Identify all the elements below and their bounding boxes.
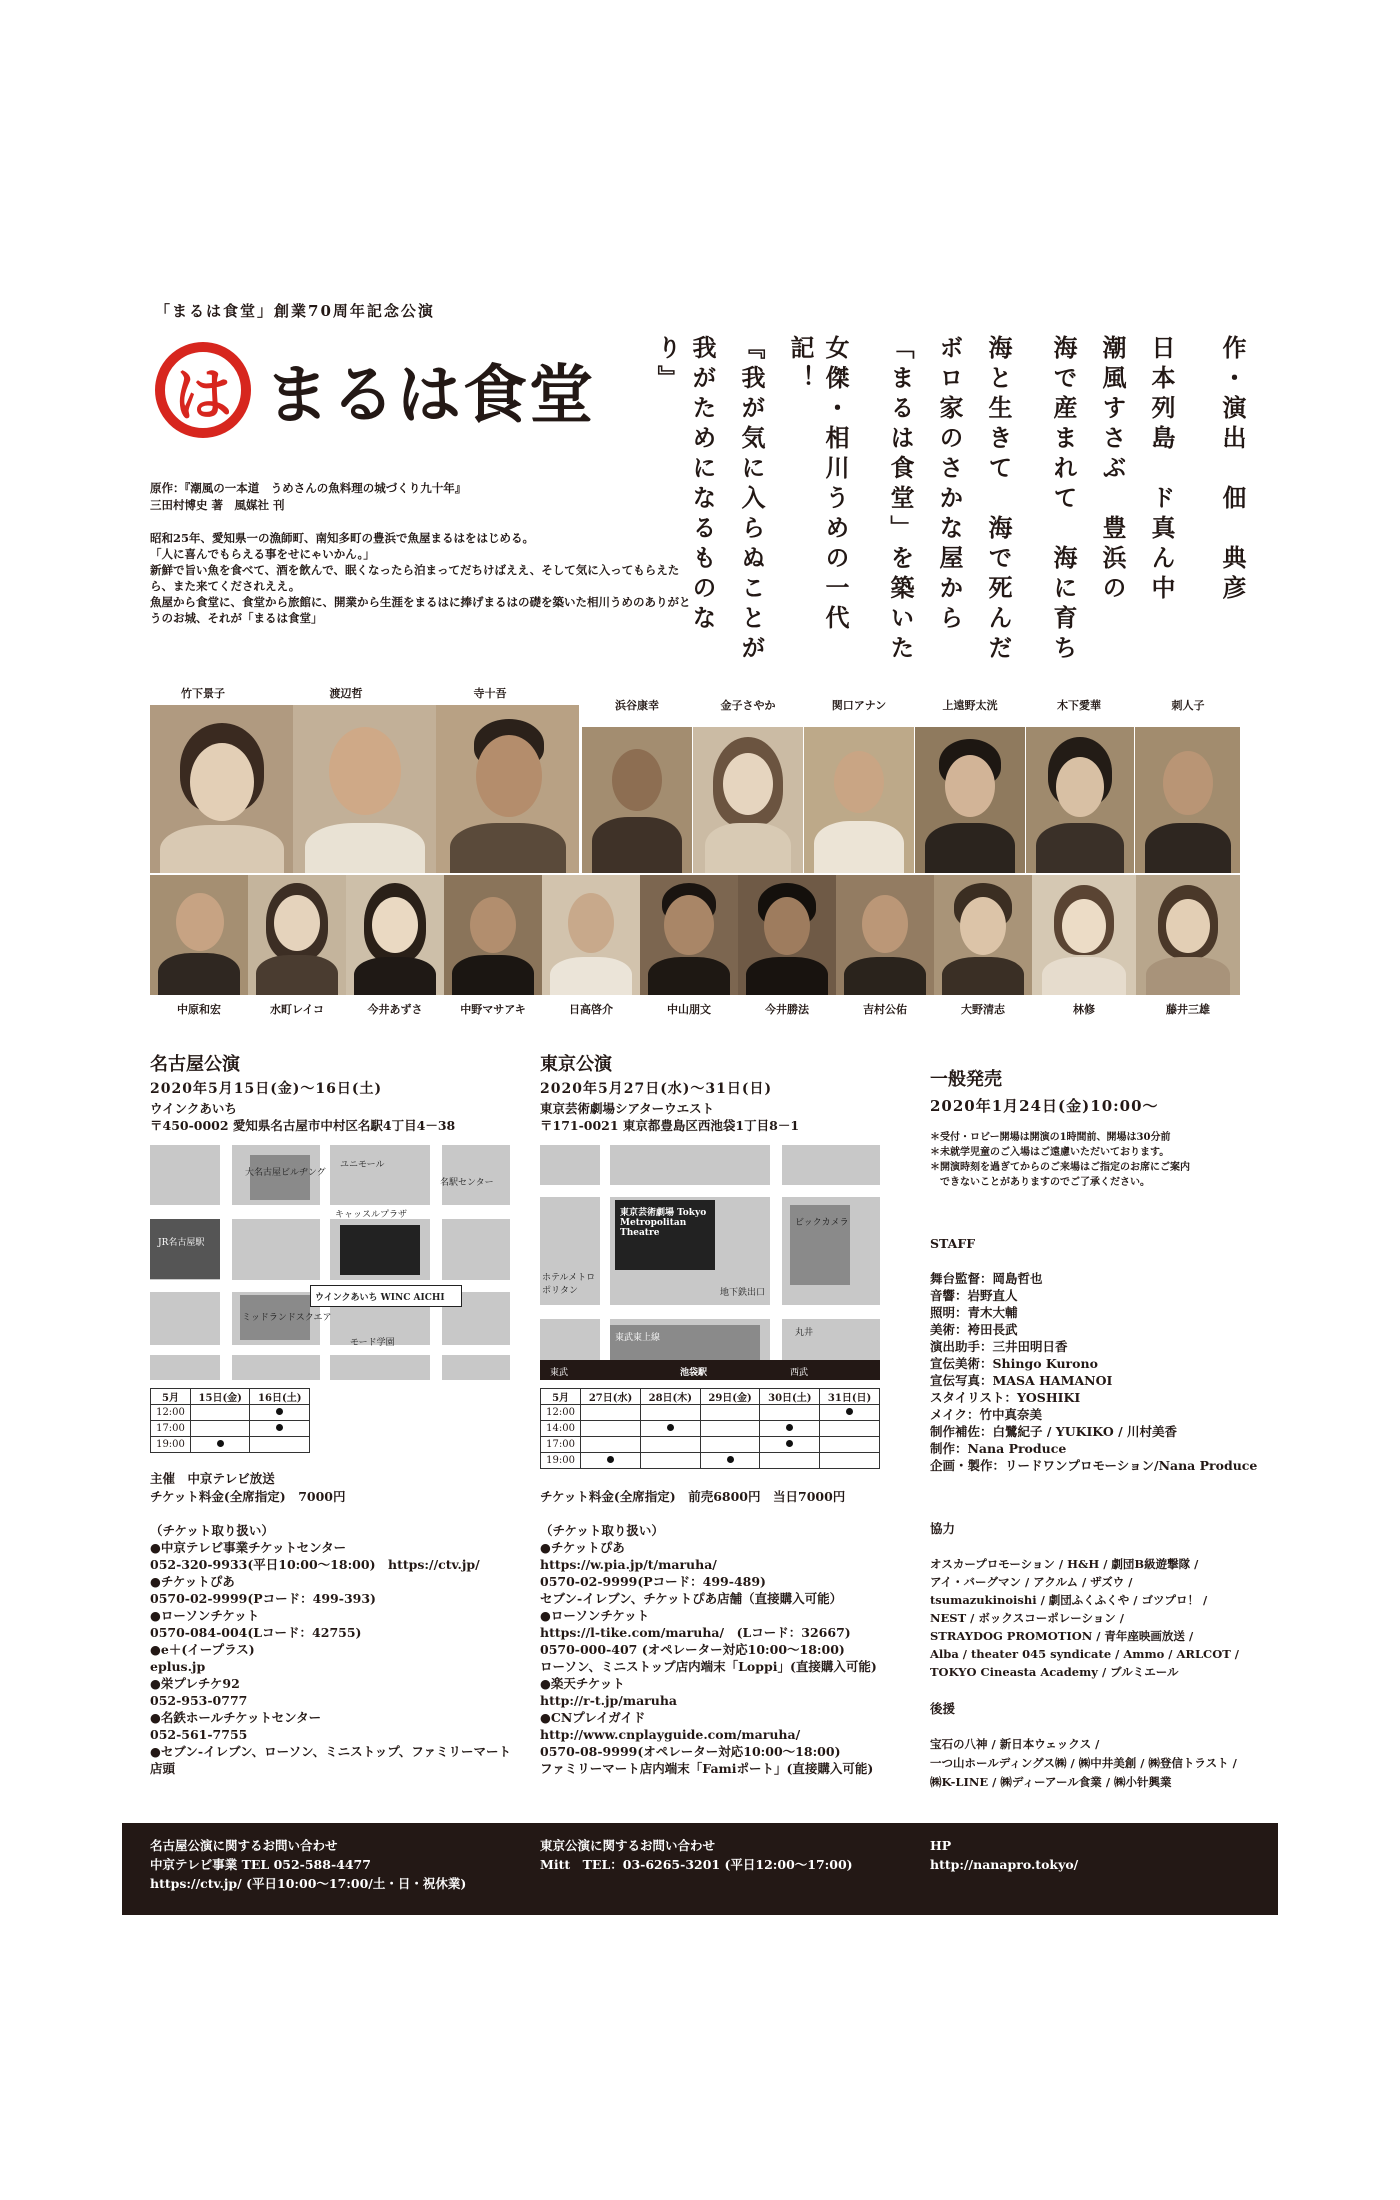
map-label: ホテルメトロポリタン <box>542 1273 596 1296</box>
staff-line: スタイリスト：YOSHIKI <box>930 1390 1081 1405</box>
sale-notes <box>930 1130 1260 1190</box>
nagoya-ticket-info <box>150 1522 520 1777</box>
nagoya-contact-phone: 中京テレビ事業 TEL 052-588-4477 <box>150 1857 371 1872</box>
cast-name: 浜谷康幸 <box>615 699 659 712</box>
tokyo-contact-heading: 東京公演に関するお問い合わせ <box>540 1838 716 1853</box>
support-line: 一つ山ホールディングス㈱ / ㈱中井美創 / ㈱登信トラスト / <box>930 1756 1237 1770</box>
subtitle: 「まるは食堂」創業70周年記念公演 <box>155 302 435 320</box>
schedule-cell <box>581 1437 641 1453</box>
cast-name: 木下愛華 <box>1057 699 1101 712</box>
staff-line: 宣伝美術：Shingo Kurono <box>930 1356 1098 1371</box>
cast-name: 金子さやか <box>720 699 776 712</box>
schedule-cell <box>700 1453 760 1469</box>
schedule-cell <box>581 1405 641 1421</box>
cast-name: 日高啓介 <box>569 1003 613 1016</box>
cast-name: 大野清志 <box>961 1003 1005 1016</box>
cooperation-line: TOKYO Cineasta Academy / ブルミエール <box>930 1665 1179 1679</box>
schedule-cell <box>250 1405 310 1421</box>
map-label: JR名古屋駅 <box>158 1238 205 1248</box>
logo <box>155 342 595 438</box>
schedule-header-cell: 5月 <box>151 1389 191 1405</box>
performance-dot <box>786 1440 793 1447</box>
staff-line: 音響：岩野直人 <box>930 1288 1018 1303</box>
cast-name: 吉村公佑 <box>863 1003 907 1016</box>
ticket-line: ●e＋(イープラス) <box>150 1642 255 1657</box>
general-sale-date: 2020年1月24日(金)10:00～ <box>930 1097 1159 1115</box>
ticket-line: https://w.pia.jp/t/maruha/ <box>540 1557 717 1572</box>
synopsis-line: 魚屋から食堂に、食堂から旅館に、開業から生涯をまるはに捧げまるはの礎を築いた相川うめのありがとうのお城、それが「まるは食堂」 <box>150 595 691 625</box>
schedule-cell <box>760 1437 820 1453</box>
ticket-line: セブン-イレブン、チケットぴあ店舗（直接購入可能） <box>540 1591 843 1606</box>
map-label: ミッドランドスクエア <box>242 1313 332 1323</box>
ticket-line: 0570-000-407 (オペレーター対応10:00～18:00) <box>540 1642 845 1657</box>
nagoya-price: チケット料金(全席指定) 7000円 <box>150 1489 346 1504</box>
ticket-line: 0570-084-004(Lコード：42755) <box>150 1625 362 1640</box>
staff-line: 宣伝写真：MASA HAMANOI <box>930 1373 1113 1388</box>
cast-photo <box>693 727 803 873</box>
schedule-header-cell: 15日(金) <box>190 1389 250 1405</box>
ticket-line: ●ローソンチケット <box>150 1608 260 1623</box>
vertical-line: ボロ家のさかな屋から <box>935 335 964 635</box>
tokyo-venue: 東京芸術劇場シアターウエスト <box>540 1101 715 1116</box>
ticket-line: ●セブン-イレブン、ローソン、ミニストップ、ファミリーマート 店頭 <box>150 1744 511 1776</box>
map-label: 名駅センター <box>440 1178 494 1188</box>
staff-line: 舞台監督：岡島哲也 <box>930 1271 1043 1286</box>
vertical-line: 海で産まれて 海に育ち <box>1049 335 1078 665</box>
ticket-line: （チケット取り扱い） <box>150 1523 274 1538</box>
ticket-line: ファミリーマート店内端末「Famiポート」(直接購入可能) <box>540 1761 874 1776</box>
performance-dot <box>667 1424 674 1431</box>
cast-photo <box>346 875 444 995</box>
cooperation-list <box>930 1555 1270 1681</box>
ticket-line: ローソン、ミニストップ店内端末「Loppi」(直接購入可能) <box>540 1659 877 1674</box>
synopsis-line: 昭和25年、愛知県一の漁師町、南知多町の豊浜で魚屋まるはをはじめる。 <box>150 531 534 545</box>
sale-note: ＊開演時刻を過ぎてからのご来場はご指定のお席にご案内 <box>930 1162 1190 1173</box>
support-line: 宝石の八神 / 新日本ウェックス / <box>930 1737 1100 1751</box>
tokyo-dates: 2020年5月27日(水)～31日(日) <box>540 1081 773 1097</box>
support-list <box>930 1735 1270 1792</box>
cast-photo <box>836 875 934 995</box>
schedule-cell <box>760 1421 820 1437</box>
director-credit: 作・演出 佃 典彦 <box>1218 335 1247 605</box>
vertical-line: 潮風すさぶ 豊浜の <box>1098 335 1127 605</box>
map-label: ウインクあいち WINC AICHI <box>315 1293 445 1303</box>
ticket-line: https://l-tike.com/maruha/ (Lコード：32667) <box>540 1625 851 1640</box>
schedule-cell <box>640 1405 700 1421</box>
schedule-time: 12:00 <box>151 1405 191 1421</box>
ticket-line: ●栄プレチケ92 <box>150 1676 240 1691</box>
cooperation-line: NEST / ボックスコーポレーション / <box>930 1611 1124 1625</box>
logo-text: まるは食堂 <box>265 359 595 433</box>
sale-note: ＊未就学児童のご入場はご遠慮いただいております。 <box>930 1147 1170 1158</box>
schedule-cell <box>190 1421 250 1437</box>
tokyo-title: 東京公演 <box>540 1054 612 1075</box>
cast-name: 中山朋文 <box>667 1003 711 1016</box>
schedule-header-cell: 31日(日) <box>820 1389 880 1405</box>
schedule-time: 14:00 <box>541 1421 581 1437</box>
cast-name: 刺人子 <box>1171 699 1205 712</box>
nagoya-contact-heading: 名古屋公演に関するお問い合わせ <box>150 1838 338 1853</box>
map-label: 丸井 <box>795 1328 814 1338</box>
cast-photo <box>804 727 914 873</box>
performance-dot <box>846 1408 853 1415</box>
performance-dot <box>607 1456 614 1463</box>
map-label: 西武 <box>790 1368 809 1378</box>
schedule-cell <box>640 1437 700 1453</box>
hp-label: HP <box>930 1838 952 1853</box>
cast-name: 渡辺哲 <box>329 687 363 700</box>
cast-name: 中原和宏 <box>177 1003 221 1016</box>
staff-line: 企画・製作：リードワンプロモーション/Nana Produce <box>930 1458 1258 1473</box>
schedule-cell <box>581 1453 641 1469</box>
cast-photo <box>150 875 248 995</box>
schedule-cell <box>820 1437 880 1453</box>
cooperation-line: アイ・バーグマン / アクルム / ザズウ / <box>930 1575 1133 1589</box>
tokyo-price: チケット料金(全席指定) 前売6800円 当日7000円 <box>540 1489 846 1504</box>
ticket-line: ●中京テレビ事業チケットセンター <box>150 1540 347 1555</box>
schedule-cell <box>700 1437 760 1453</box>
cast-photo <box>1032 875 1136 995</box>
cast-photo <box>542 875 640 995</box>
tokyo-map <box>540 1145 880 1380</box>
map-label: 大名古屋ビルヂング <box>245 1168 326 1178</box>
general-sale-title: 一般発売 <box>930 1069 1002 1090</box>
cast-name: 関口アナン <box>831 699 887 712</box>
schedule-header-cell: 5月 <box>541 1389 581 1405</box>
cast-photo <box>1136 875 1240 995</box>
cooperation-title: 協力 <box>930 1521 956 1536</box>
cast-photo <box>150 705 293 873</box>
vertical-line: 海と生きて 海で死んだ <box>984 335 1013 665</box>
sale-note: できないことがありますのでご了承ください。 <box>930 1177 1150 1188</box>
schedule-header-cell: 16日(土) <box>250 1389 310 1405</box>
cast-name: 水町レイコ <box>269 1003 324 1016</box>
staff-line: 制作：Nana Produce <box>930 1441 1067 1456</box>
schedule-cell <box>700 1421 760 1437</box>
hp-link[interactable]: http://nanapro.tokyo/ <box>930 1857 1079 1872</box>
ticket-line: 052-320-9933(平日10:00～18:00) https://ctv.jp/ <box>150 1557 480 1572</box>
tokyo-address: 〒171-0021 東京都豊島区西池袋1丁目8－1 <box>540 1118 800 1133</box>
staff-line: 演出助手：三井田明日香 <box>930 1339 1068 1354</box>
footer-contact-bar <box>122 1823 1278 1915</box>
performance-dot <box>727 1456 734 1463</box>
staff-list <box>930 1270 1260 1474</box>
original-work-line2: 三田村博史 著 風媒社 刊 <box>150 498 285 512</box>
ticket-line: 0570-08-9999(オペレーター対応10:00～18:00) <box>540 1744 841 1759</box>
staff-line: 照明：青木大輔 <box>930 1305 1018 1320</box>
map-label: 東京芸術劇場 Tokyo Metropolitan Theatre <box>620 1208 707 1238</box>
original-work-line1: 原作：『潮風の一本道 うめさんの魚料理の城づくり九十年』 <box>150 481 467 495</box>
cast-name: 寺十吾 <box>473 687 507 700</box>
cast-name: 竹下景子 <box>181 687 225 700</box>
cast-photo <box>436 705 579 873</box>
nagoya-dates: 2020年5月15日(金)～16日(土) <box>150 1081 383 1097</box>
cast-photo <box>444 875 542 995</box>
nagoya-schedule-table <box>150 1388 310 1453</box>
map-label: 東武東上線 <box>615 1333 661 1343</box>
vertical-line: 「まるは食堂」を築いた <box>886 335 915 665</box>
ticket-line: http://www.cnplayguide.com/maruha/ <box>540 1727 801 1742</box>
synopsis-line: 新鮮で旨い魚を食べて、酒を飲んで、眠くなったら泊まってだちけばええ、そして気に入ってもらえたら、また来てくだされええ。 <box>150 563 680 593</box>
vertical-line: 日本列島 ド真ん中 <box>1147 335 1176 605</box>
ticket-line: ●チケットぴあ <box>150 1574 235 1589</box>
map-label: キャッスルプラザ <box>335 1210 408 1220</box>
schedule-cell <box>250 1421 310 1437</box>
schedule-cell <box>640 1453 700 1469</box>
tokyo-ticket-info <box>540 1522 920 1777</box>
schedule-cell <box>820 1405 880 1421</box>
cast-photo-grid <box>150 687 1240 1016</box>
nagoya-map <box>150 1145 510 1380</box>
ticket-line: ●CNプレイガイド <box>540 1710 646 1725</box>
tokyo-schedule-table <box>540 1388 880 1469</box>
schedule-header-cell: 28日(木) <box>640 1389 700 1405</box>
cast-photo <box>1026 727 1134 873</box>
map-label: 池袋駅 <box>680 1368 708 1378</box>
ticket-line: 0570-02-9999(Pコード：499-489) <box>540 1574 766 1589</box>
schedule-time: 12:00 <box>541 1405 581 1421</box>
schedule-header-cell: 30日(土) <box>760 1389 820 1405</box>
schedule-cell <box>190 1405 250 1421</box>
cast-photo <box>934 875 1032 995</box>
schedule-time: 19:00 <box>151 1437 191 1453</box>
tokyo-contact-phone: Mitt TEL：03-6265-3201 (平日12:00～17:00) <box>540 1857 853 1872</box>
sale-note: ＊受付・ロビー開場は開演の1時間前、開場は30分前 <box>930 1132 1171 1143</box>
map-label: ユニモール <box>340 1160 385 1170</box>
nagoya-organizer: 主催 中京テレビ放送 <box>150 1471 275 1486</box>
performance-dot <box>276 1408 283 1415</box>
schedule-cell <box>640 1421 700 1437</box>
synopsis <box>150 530 695 626</box>
ticket-line: ●楽天チケット <box>540 1676 625 1691</box>
map-label: 地下鉄出口 <box>720 1288 766 1298</box>
schedule-time: 19:00 <box>541 1453 581 1469</box>
schedule-cell <box>760 1453 820 1469</box>
cooperation-line: tsumazukinoishi / 劇団ふくふくや / ゴツプロ！ / <box>930 1593 1208 1607</box>
vertical-copy <box>653 335 1250 675</box>
staff-line: メイク：竹中真奈美 <box>930 1407 1043 1422</box>
cast-photo <box>640 875 738 995</box>
schedule-cell <box>700 1405 760 1421</box>
cast-name: 今井勝法 <box>765 1003 809 1016</box>
ticket-line: ●チケットぴあ <box>540 1540 625 1555</box>
map-label: 東武 <box>550 1368 569 1378</box>
cast-name: 林修 <box>1073 1003 1095 1016</box>
logo-ha-mark: は <box>155 342 251 438</box>
ticket-line: 052-953-0777 <box>150 1693 248 1708</box>
schedule-cell <box>820 1421 880 1437</box>
schedule-header-cell: 27日(水) <box>581 1389 641 1405</box>
schedule-time: 17:00 <box>151 1421 191 1437</box>
schedule-time: 17:00 <box>541 1437 581 1453</box>
schedule-cell <box>760 1405 820 1421</box>
synopsis-line: 「人に喜んでもらえる事をせにゃいかん。」 <box>150 547 375 561</box>
staff-line: 制作補佐：白鷺紀子 / YUKIKO / 川村美香 <box>930 1424 1177 1439</box>
performance-dot <box>786 1424 793 1431</box>
performance-dot <box>276 1424 283 1431</box>
vertical-line: 『我が気に入らぬことが <box>737 335 766 665</box>
ticket-line: （チケット取り扱い） <box>540 1523 664 1538</box>
map-label: ビックカメラ <box>795 1218 849 1228</box>
cast-photo <box>582 727 692 873</box>
cast-name: 上遠野太洸 <box>942 699 998 712</box>
vertical-line: 我がためになるものなり』 <box>653 335 717 635</box>
ticket-line: ●ローソンチケット <box>540 1608 650 1623</box>
cast-photo <box>915 727 1025 873</box>
cast-photo <box>1135 727 1240 873</box>
cooperation-line: Alba / theater 045 syndicate / Ammo / ARLCOT / <box>930 1647 1239 1661</box>
staff-title: STAFF <box>930 1236 976 1251</box>
staff-line: 美術：袴田長武 <box>930 1322 1018 1337</box>
performance-dot <box>217 1440 224 1447</box>
cast-name: 中野マサアキ <box>460 1003 526 1016</box>
ticket-line: eplus.jp <box>150 1659 206 1674</box>
schedule-cell <box>250 1437 310 1453</box>
cooperation-line: STRAYDOG PROMOTION / 青年座映画放送 / <box>930 1629 1194 1643</box>
nagoya-address: 〒450-0002 愛知県名古屋市中村区名駅4丁目4－38 <box>150 1118 456 1133</box>
support-line: ㈱K-LINE / ㈱ディーアール食業 / ㈱小针興業 <box>930 1775 1172 1789</box>
cast-name: 藤井三雄 <box>1166 1003 1210 1016</box>
ticket-line: ●名鉄ホールチケットセンター <box>150 1710 322 1725</box>
schedule-cell <box>581 1421 641 1437</box>
ticket-line: 0570-02-9999(Pコード：499-393) <box>150 1591 376 1606</box>
schedule-cell <box>190 1437 250 1453</box>
cast-photo <box>248 875 346 995</box>
vertical-line: 女傑・相川うめの一代記！ <box>786 335 850 635</box>
nagoya-title: 名古屋公演 <box>150 1054 240 1075</box>
ticket-line: 052-561-7755 <box>150 1727 248 1742</box>
cooperation-line: オスカープロモーション / H&H / 劇団B級遊撃隊 / <box>930 1557 1199 1571</box>
cast-name: 今井あずさ <box>367 1003 423 1016</box>
cast-photo <box>738 875 836 995</box>
nagoya-contact-url[interactable]: https://ctv.jp/ (平日10:00～17:00/土・日・祝休業) <box>150 1876 467 1891</box>
cast-photo <box>293 705 436 873</box>
schedule-cell <box>820 1453 880 1469</box>
ticket-line: http://r-t.jp/maruha <box>540 1693 678 1708</box>
nagoya-venue: ウインクあいち <box>150 1101 237 1116</box>
schedule-header-cell: 29日(金) <box>700 1389 760 1405</box>
map-label: モード学園 <box>350 1338 395 1348</box>
support-title: 後援 <box>930 1701 956 1716</box>
